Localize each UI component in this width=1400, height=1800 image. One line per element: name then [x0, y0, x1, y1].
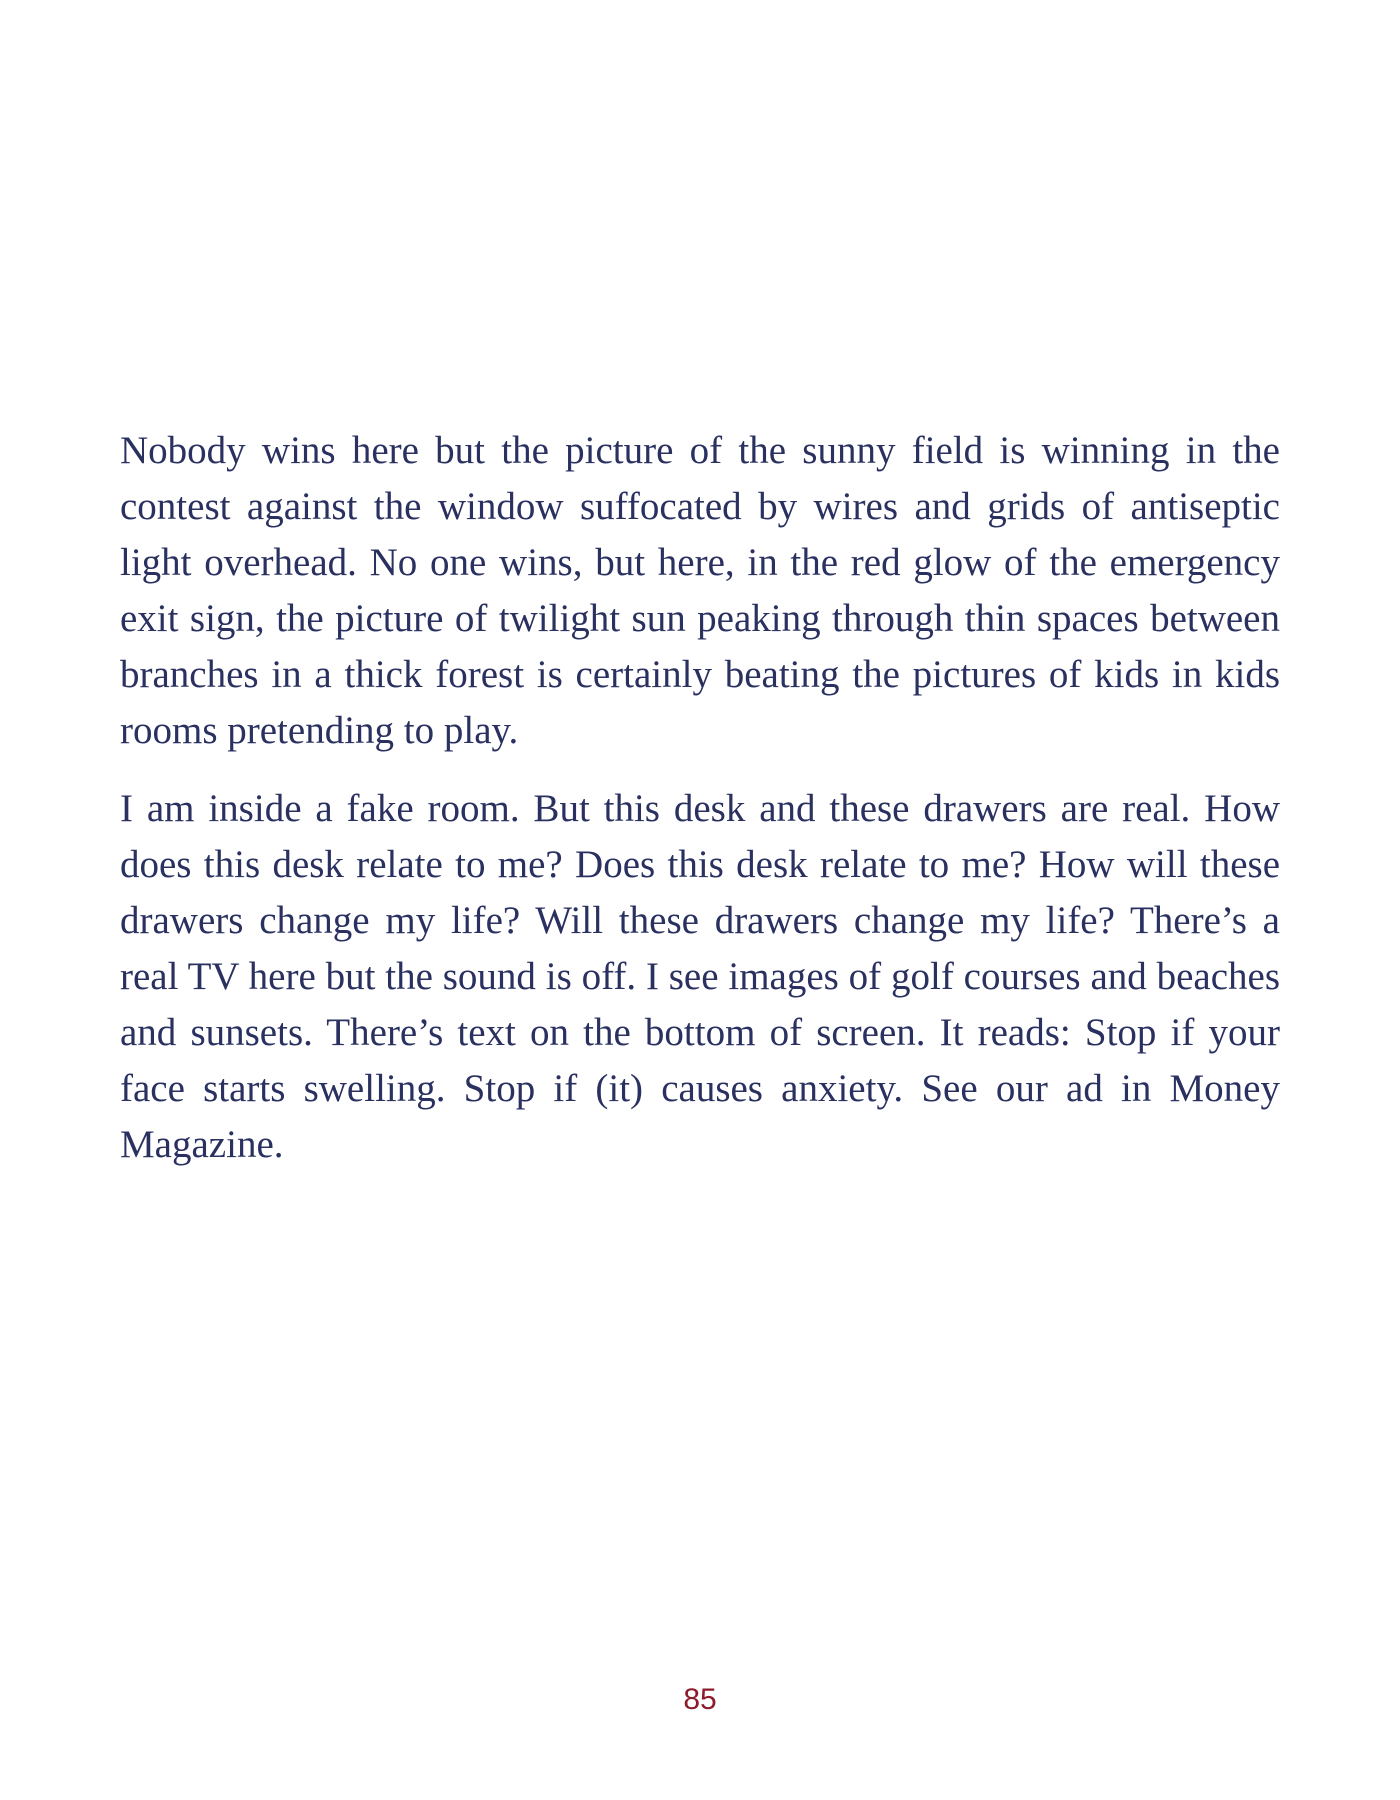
paragraph-1: Nobody wins here but the picture of the sunny field is winning in the contest against the window suffocated by wires and grids of antiseptic light overhead. No one wins, but here, in the red glow of the emergency exit sign, the picture of twilight sun peaking through thin spaces between branches in a thick forest is certainly beating the pictures of kids in kids rooms pretending to play. — [120, 429, 1280, 752]
page-number: 85 — [683, 1683, 717, 1716]
body-text — [120, 423, 1280, 1173]
paragraph-2: I am inside a fake room. But this desk and these drawers are real. How does this desk relate to me? Does this desk relate to me? How will these drawers change my life? Will these drawers change my life? There’s a real TV here but the sound is off. I see images of golf courses and beaches and sunsets. There’s text on the bottom of screen. It reads: Stop if your face starts swelling. Stop if (it) causes anxiety. See our ad in Money Magazine. — [120, 787, 1280, 1166]
